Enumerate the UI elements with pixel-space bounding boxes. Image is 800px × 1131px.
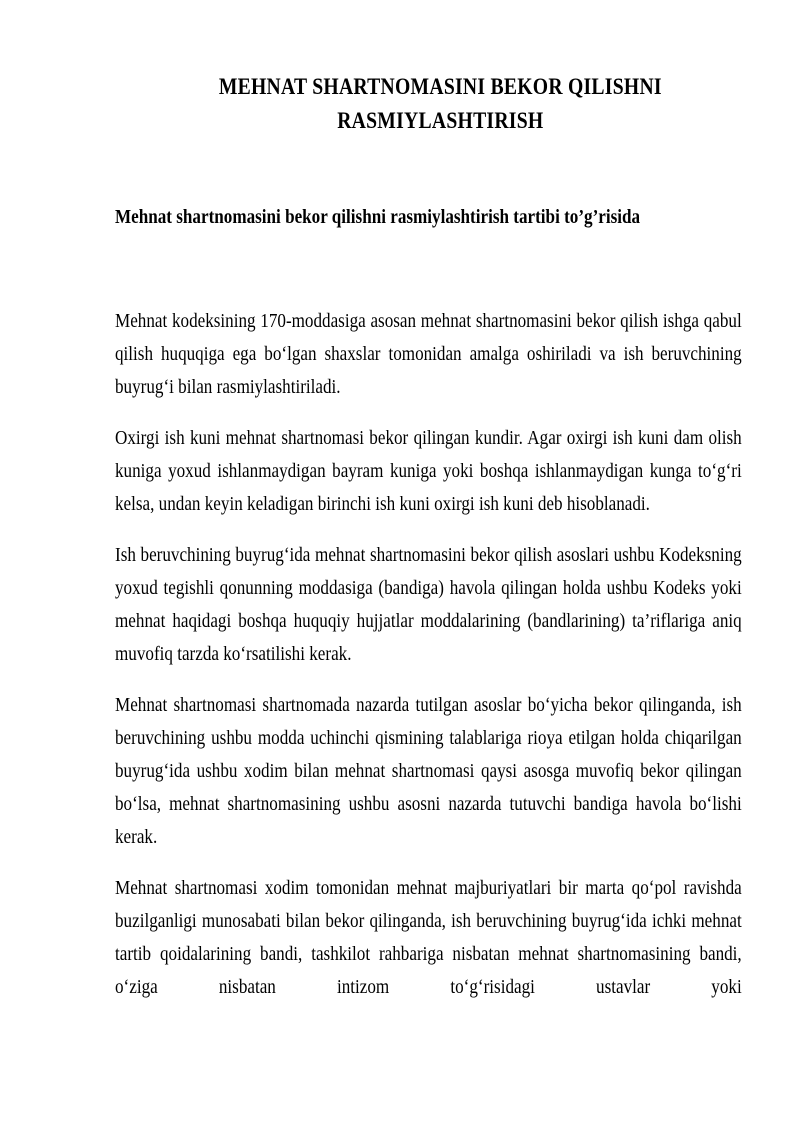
paragraph-4: Mehnat shartnomasi shartnomada nazarda tutilgan asoslar bo‘yicha bekor qilinganda, ish beruvchining ushbu modda uchinchi qismining talablariga rioya etilgan holda chiqarilgan buyrug‘ida ushbu xodim bilan mehnat shartnomasi qaysi asosga muvofiq bekor qilingan bo‘lsa, mehnat shartnomasining ushbu asosni nazarda tutuvchi bandiga havola bo‘lishi kerak.: [115, 694, 742, 848]
paragraph-3: Ish beruvchining buyrug‘ida mehnat shartnomasini bekor qilish asoslari ushbu Kodeksning yoxud tegishli qonunning moddasiga (bandiga) havola qilingan holda ushbu Kodeks yoki mehnat haqidagi boshqa huquqiy hujjatlar moddalarining (bandlarining) ta’riflariga aniq muvofiq tarzda ko‘rsatilishi kerak.: [115, 544, 742, 665]
document-title-line-2: RASMIYLASHTIRISH: [337, 108, 544, 133]
document-body: [115, 305, 742, 1004]
paragraph-2: Oxirgi ish kuni mehnat shartnomasi bekor qilingan kundir. Agar oxirgi ish kuni dam olish kuniga yoxud ishlanmaydigan bayram kuniga yoki boshqa ishlanmaydigan kunga to‘g‘ri kelsa, undan keyin keladigan birinchi ish kuni oxirgi ish kuni deb hisoblanadi.: [115, 427, 742, 515]
paragraph-1: Mehnat kodeksining 170-moddasiga asosan mehnat shartnomasini bekor qilish ishga qabul qilish huquqiga ega bo‘lgan shaxslar tomonidan amalga oshiriladi va ish beruvchining buyrug‘i bilan rasmiylashtiriladi.: [115, 310, 742, 398]
document-title-line-1: MEHNAT SHARTNOMASINI BEKOR QILISHNI: [218, 74, 662, 99]
document-content: [115, 70, 742, 1004]
document-subtitle: Mehnat shartnomasini bekor qilishni rasmiylashtirish tartibi to’g’risida: [115, 206, 641, 228]
document-title: [115, 70, 742, 138]
paragraph-5: Mehnat shartnomasi xodim tomonidan mehnat majburiyatlari bir marta qo‘pol ravishda buzilganligi munosabati bilan bekor qilinganda, ish beruvchining buyrug‘ida ichki mehnat tartib qoidalarining bandi, tashkilot rahbariga nisbatan mehnat shartnomasining bandi, o‘ziga nisbatan intizom to‘g‘risidagi ustavlar yoki: [115, 877, 742, 998]
